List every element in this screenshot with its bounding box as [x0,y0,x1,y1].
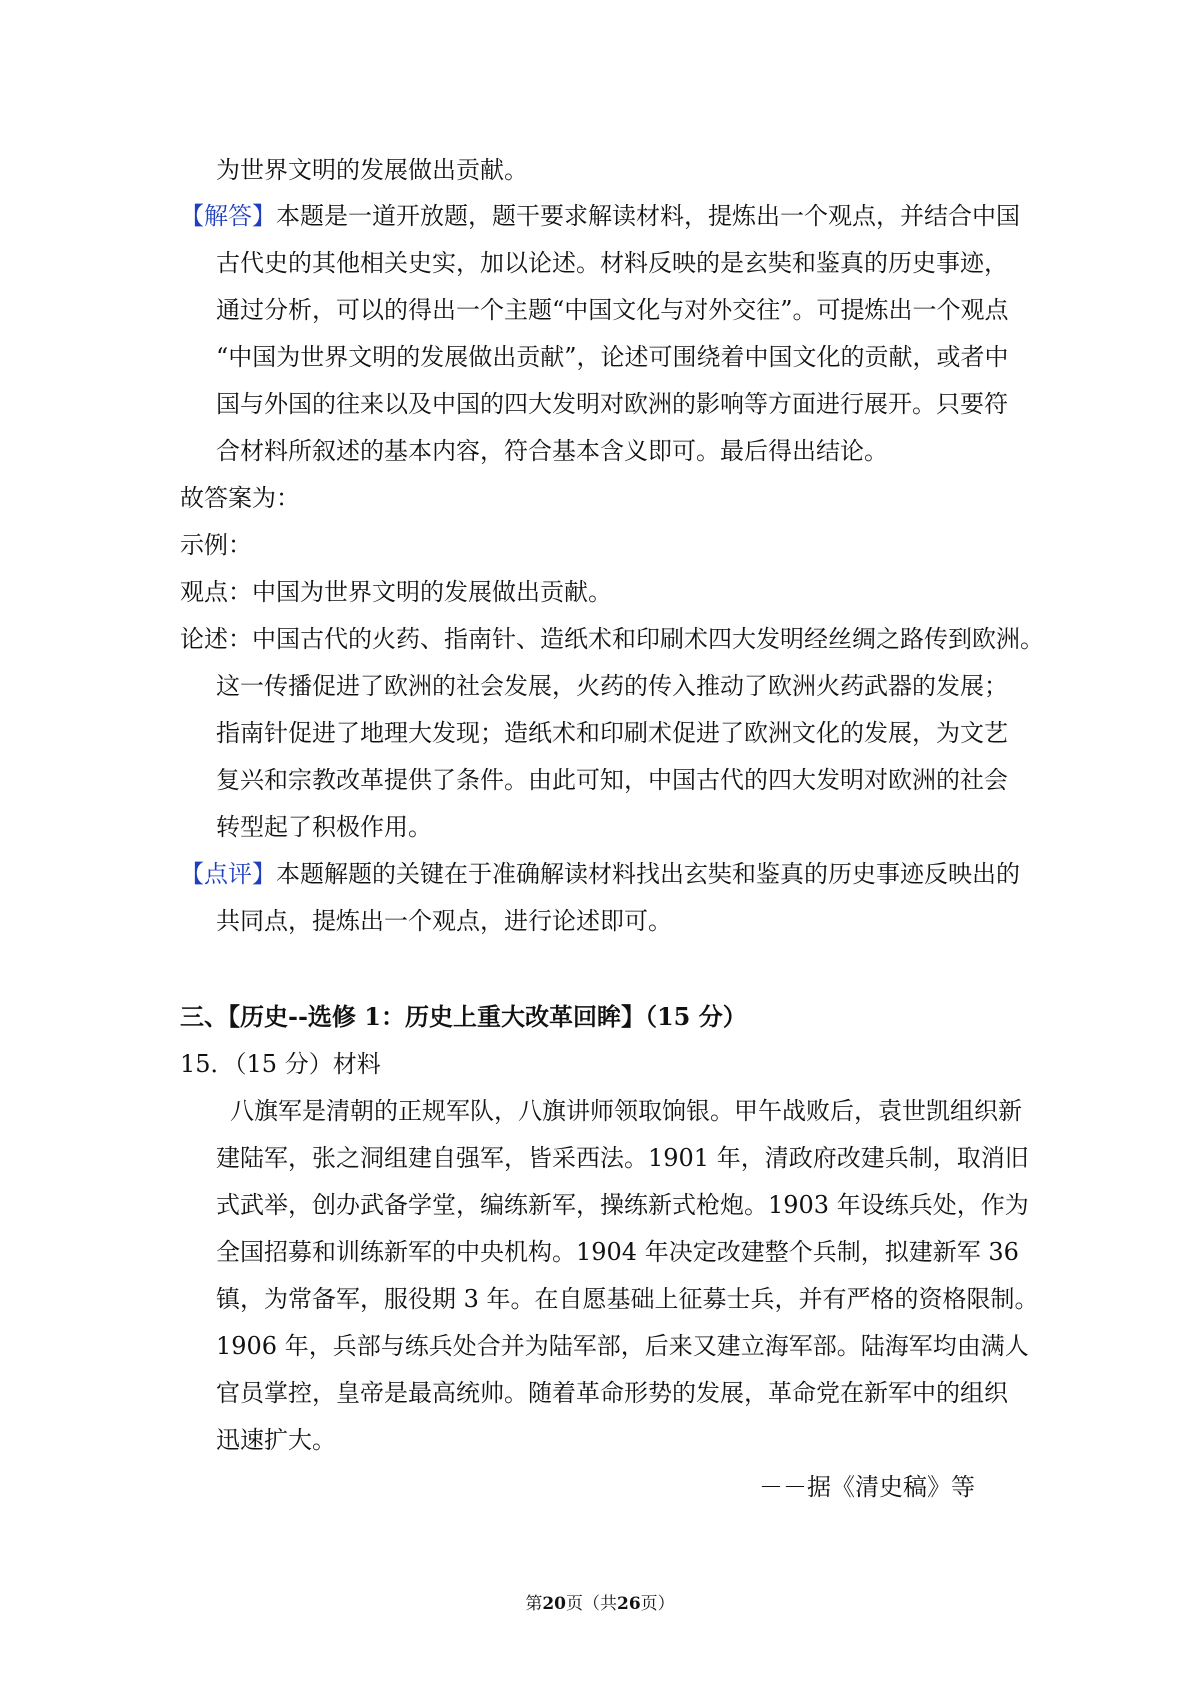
footer-middle: 页（共 [566,1594,617,1614]
material-line-2: 建陆军，张之洞组建自强军，皆采西法。1901 年，清政府改建兵制，取消旧 [216,1144,1029,1172]
argument-line-1: 论述：中国古代的火药、指南针、造纸术和印刷术四大发明经丝绸之路传到欧洲。 [180,625,1044,653]
section-title: 三、【历史--选修 1：历史上重大改革回眸】（15 分） [180,1002,747,1031]
material-line-4: 全国招募和训练新军的中央机构。1904 年决定改建整个兵制，拟建新军 36 [216,1238,1019,1266]
jieda-line-4: “中国为世界文明的发展做出贡献”，论述可围绕着中国文化的贡献，或者中 [216,343,1009,371]
answer-label: 故答案为： [180,484,300,512]
material-line-1: 八旗军是清朝的正规军队，八旗讲师领取饷银。甲午战败后，袁世凯组织新 [230,1097,1022,1125]
jieda-text: 本题是一道开放题，题干要求解读材料，提炼出一个观点，并结合中国 [276,202,1020,230]
question-heading: 15．（15 分）材料 [180,1050,381,1078]
footer-page-number: 20 [542,1594,566,1614]
argument-line-2: 这一传播促进了欧洲的社会发展，火药的传入推动了欧洲火药武器的发展； [216,672,1008,700]
footer-total-pages: 26 [617,1594,641,1614]
dianping-line-2: 共同点，提炼出一个观点，进行论述即可。 [216,907,672,935]
jieda-tag: 【解答】 [180,202,276,230]
material-line-7: 官员掌控，皇帝是最高统帅。随着革命形势的发展，革命党在新军中的组织 [216,1379,1008,1407]
jieda-line-2: 古代史的其他相关史实，加以论述。材料反映的是玄奘和鉴真的历史事迹， [216,249,1008,277]
footer-suffix: 页） [640,1594,675,1614]
jieda-line-6: 合材料所叙述的基本内容，符合基本含义即可。最后得出结论。 [216,437,888,465]
jieda-line-5: 国与外国的往来以及中国的四大发明对欧洲的影响等方面进行展开。只要符 [216,390,1008,418]
argument-line-4: 复兴和宗教改革提供了条件。由此可知，中国古代的四大发明对欧洲的社会 [216,766,1008,794]
example-label: 示例： [180,531,252,559]
material-line-3: 式武举，创办武备学堂，编练新军，操练新式枪炮。1903 年设练兵处，作为 [216,1191,1029,1219]
dianping-text: 本题解题的关键在于准确解读材料找出玄奘和鉴真的历史事迹反映出的 [276,860,1020,888]
material-source: －－据《清史稿》等 [759,1473,975,1501]
argument-line-5: 转型起了积极作用。 [216,813,432,841]
answer-continuation-line: 为世界文明的发展做出贡献。 [216,156,528,184]
dianping-tag: 【点评】 [180,860,276,888]
jieda-line-3: 通过分析，可以的得出一个主题“中国文化与对外交往”。可提炼出一个观点 [216,296,1009,324]
viewpoint-line: 观点：中国为世界文明的发展做出贡献。 [180,578,612,606]
argument-line-3: 指南针促进了地理大发现；造纸术和印刷术促进了欧洲文化的发展，为文艺 [216,719,1008,747]
footer-prefix: 第 [525,1594,543,1614]
dianping-line-1 [180,857,1020,891]
material-line-5: 镇，为常备军，服役期 3 年。在自愿基础上征募士兵，并有严格的资格限制。 [216,1285,1039,1313]
material-line-8: 迅速扩大。 [216,1426,336,1454]
jieda-line-1 [180,199,1020,233]
page-footer [0,1592,1200,1616]
material-line-6: 1906 年，兵部与练兵处合并为陆军部，后来又建立海军部。陆海军均由满人 [216,1332,1029,1360]
